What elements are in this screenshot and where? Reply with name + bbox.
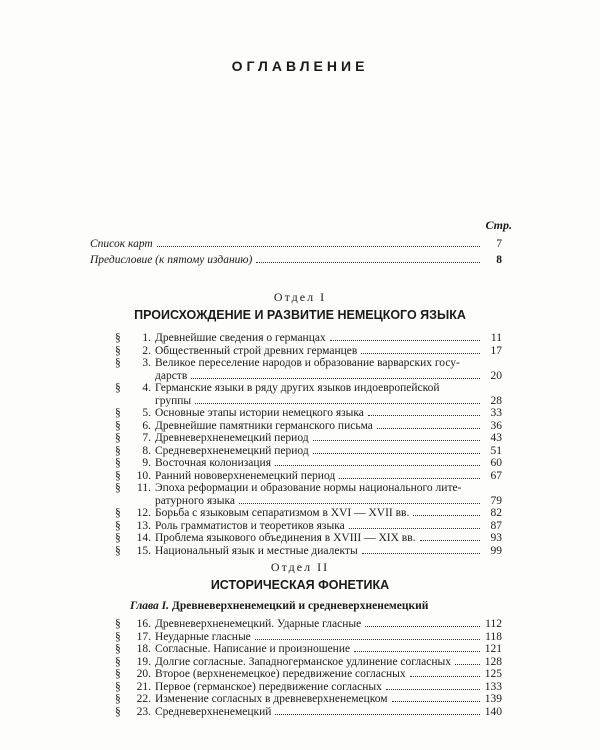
part-2-label: Отдел II [270, 560, 330, 574]
entry-number: 23. [136, 705, 151, 718]
section-sign: § [115, 544, 121, 557]
entry-text: ратурного языка [155, 494, 235, 507]
entry-text: Древневерхненемецкий период [155, 432, 309, 444]
entry-number: 7. [142, 432, 151, 444]
entry-text: Роль грамматистов и теоретиков языка [155, 519, 345, 532]
section-sign: § [115, 519, 121, 532]
entry-number: 17. [136, 630, 151, 643]
toc-entry[interactable] [115, 357, 502, 370]
entry-text: Древнейшие сведения о германцах [155, 332, 326, 344]
leader-dots [313, 440, 480, 441]
leader-dots [410, 676, 480, 677]
entry-page: 33 [490, 407, 502, 419]
entry-text: Великое переселение народов и образование варварских госу- [155, 357, 460, 369]
leader-dots [365, 626, 480, 627]
section-sign: § [115, 357, 121, 369]
entry-text: Второе (верхненемецкое) передвижение согласных [155, 668, 406, 680]
leader-dots [361, 353, 480, 354]
entry-number: 13. [136, 519, 151, 532]
entry-text: Национальный язык и местные диалекты [155, 544, 358, 557]
leader-dots [330, 340, 480, 341]
toc-entry[interactable] [115, 382, 502, 395]
chapter-title: Древневерхненемецкий и средневерхненемецкий [171, 600, 429, 612]
entry-page: 79 [490, 494, 502, 507]
part-1-title: ПРОИСХОЖДЕНИЕ И РАЗВИТИЕ НЕМЕЦКОГО ЯЗЫКА [134, 308, 466, 322]
section-sign: § [115, 630, 121, 643]
leader-dots [354, 651, 480, 652]
toc-entry[interactable] [115, 545, 502, 558]
entry-number: 20. [136, 668, 151, 680]
entry-page: 87 [490, 519, 502, 532]
section-sign: § [115, 643, 121, 655]
toc-entry[interactable] [115, 668, 502, 681]
section-sign: § [115, 407, 121, 419]
entry-text: Средневерхненемецкий [155, 705, 272, 718]
leader-dots [349, 528, 480, 529]
leader-dots [362, 553, 480, 554]
entry-text: Ранний нововерхненемецкий период [155, 469, 336, 482]
entry-number: 8. [142, 444, 151, 457]
page-column-header: Стр. [485, 218, 512, 232]
entry-number: 10. [136, 469, 151, 482]
entry-text: Основные этапы истории немецкого языка [155, 407, 364, 419]
section-sign: § [115, 432, 121, 444]
leader-dots [313, 453, 480, 454]
leader-dots [255, 639, 480, 640]
toc-entry[interactable] [115, 345, 502, 358]
toc-entry[interactable] [115, 520, 502, 533]
entry-page: 125 [484, 668, 502, 680]
leader-dots [239, 503, 480, 504]
entry-number: 6. [142, 419, 151, 432]
entry-text: группы [155, 394, 192, 407]
leader-dots [420, 540, 480, 541]
toc-entry[interactable] [115, 495, 502, 508]
part-2-title: ИСТОРИЧЕСКАЯ ФОНЕТИКА [210, 578, 390, 592]
entry-number: 5. [142, 407, 151, 419]
entry-page: 17 [490, 344, 502, 357]
toc-entry[interactable] [115, 420, 502, 433]
entry-text: Изменение согласных в древневерхненемецком [155, 693, 388, 705]
entry-page: 67 [490, 469, 502, 482]
section-sign: § [115, 457, 121, 469]
section-sign: § [115, 444, 121, 457]
entry-text: Неударные гласные [155, 630, 251, 643]
entry-page: 118 [485, 630, 502, 643]
entry-number: 2. [142, 344, 151, 357]
entry-text: Первое (германское) передвижение согласных [155, 680, 382, 693]
entry-text: Эпоха реформации и образование нормы национального лите- [155, 482, 462, 494]
entry-text: Борьба с языковым сепаратизмом в XVI — XVII вв. [155, 507, 410, 519]
entry-text: Восточная колонизация [155, 457, 271, 469]
section-sign: § [115, 344, 121, 357]
toc-entry[interactable] [115, 618, 502, 631]
entry-text: Предисловие (к пятому изданию) [90, 254, 253, 266]
chapter-heading [130, 600, 428, 612]
entry-number: 12. [136, 507, 151, 519]
section-sign: § [115, 507, 121, 519]
entry-number: 1. [142, 332, 151, 344]
entry-page: 20 [490, 369, 502, 382]
entry-number: 18. [136, 643, 151, 655]
leader-dots [339, 478, 480, 479]
leader-dots [455, 664, 480, 665]
entry-page: 128 [484, 655, 502, 668]
toc-entry-maps[interactable] [90, 238, 502, 251]
page-title: ОГЛАВЛЕНИЕ [231, 58, 369, 74]
entry-page: 51 [490, 444, 502, 457]
leader-dots [368, 415, 480, 416]
section-sign: § [115, 693, 121, 705]
section-sign: § [115, 680, 121, 693]
entry-number: 9. [142, 457, 151, 469]
section-sign: § [115, 655, 121, 668]
toc-entry[interactable] [115, 432, 502, 445]
section-sign: § [115, 618, 121, 630]
entry-number: 11. [137, 482, 151, 494]
chapter-label: Глава I. [130, 600, 170, 612]
section-sign: § [115, 482, 121, 494]
entry-page: 60 [490, 457, 502, 469]
entry-page: 7 [496, 238, 502, 250]
entry-page: 43 [490, 432, 502, 444]
leader-dots [392, 701, 480, 702]
toc-entry[interactable] [115, 395, 502, 408]
entry-text: Список карт [90, 238, 153, 250]
entry-page: 99 [490, 544, 502, 557]
toc-entry[interactable] [115, 706, 502, 719]
section-sign: § [115, 705, 121, 718]
toc-entry-preface[interactable] [90, 254, 502, 267]
entry-number: 21. [136, 680, 151, 693]
entry-page: 82 [490, 507, 502, 519]
entry-page: 133 [484, 680, 502, 693]
entry-text: Древневерхненемецкий. Ударные гласные [155, 618, 362, 630]
entry-page: 139 [484, 693, 502, 705]
entry-page: 112 [485, 618, 502, 630]
section-sign: § [115, 382, 121, 394]
part-1-label: Отдел I [273, 290, 327, 304]
entry-text: Долгие согласные. Западногерманское удлинение согласных [155, 655, 451, 668]
leader-dots [377, 428, 480, 429]
entry-page: 121 [484, 643, 502, 655]
toc-entry[interactable] [115, 532, 502, 545]
entry-page: 8 [496, 254, 502, 266]
toc-entry[interactable] [115, 681, 502, 694]
entry-text: Германские языки в ряду других языков индоевропейской [155, 382, 440, 394]
leader-dots [157, 246, 480, 247]
entry-page: 93 [490, 532, 502, 544]
entry-text: Проблема языкового объединения в XVIII — XIX вв. [155, 532, 416, 544]
entry-page: 11 [490, 332, 502, 344]
leader-dots [386, 689, 480, 690]
entry-number: 14. [136, 532, 151, 544]
leader-dots [275, 465, 480, 466]
entry-text: Древнейшие памятники германского письма [155, 419, 373, 432]
entry-text: Согласные. Написание и произношение [155, 643, 351, 655]
entry-text: дарств [155, 369, 188, 382]
section-sign: § [115, 332, 121, 344]
toc-entry[interactable] [115, 631, 502, 644]
entry-number: 15. [136, 544, 151, 557]
entry-page: 140 [484, 705, 502, 718]
entry-number: 19. [136, 655, 151, 668]
entry-number: 22. [136, 693, 151, 705]
entry-number: 3. [142, 357, 151, 369]
entry-page: 28 [490, 394, 502, 407]
toc-entry[interactable] [115, 407, 502, 420]
toc-entry[interactable] [115, 643, 502, 656]
entry-number: 4. [142, 382, 151, 394]
leader-dots [256, 262, 480, 263]
toc-entry[interactable] [115, 470, 502, 483]
section-sign: § [115, 469, 121, 482]
toc-entry[interactable] [115, 445, 502, 458]
leader-dots [275, 714, 480, 715]
leader-dots [191, 378, 480, 379]
section-sign: § [115, 419, 121, 432]
toc-entry[interactable] [115, 457, 502, 470]
toc-entry[interactable] [115, 482, 502, 495]
toc-entry[interactable] [115, 332, 502, 345]
toc-entry[interactable] [115, 370, 502, 383]
leader-dots [195, 403, 480, 404]
toc-entry[interactable] [115, 507, 502, 520]
leader-dots [413, 515, 480, 516]
entry-text: Общественный строй древних германцев [155, 344, 358, 357]
toc-entry[interactable] [115, 693, 502, 706]
entry-number: 16. [136, 618, 151, 630]
toc-entry[interactable] [115, 656, 502, 669]
section-sign: § [115, 668, 121, 680]
entry-text: Средневерхненемецкий период [155, 444, 309, 457]
section-sign: § [115, 532, 121, 544]
entry-page: 36 [490, 419, 502, 432]
